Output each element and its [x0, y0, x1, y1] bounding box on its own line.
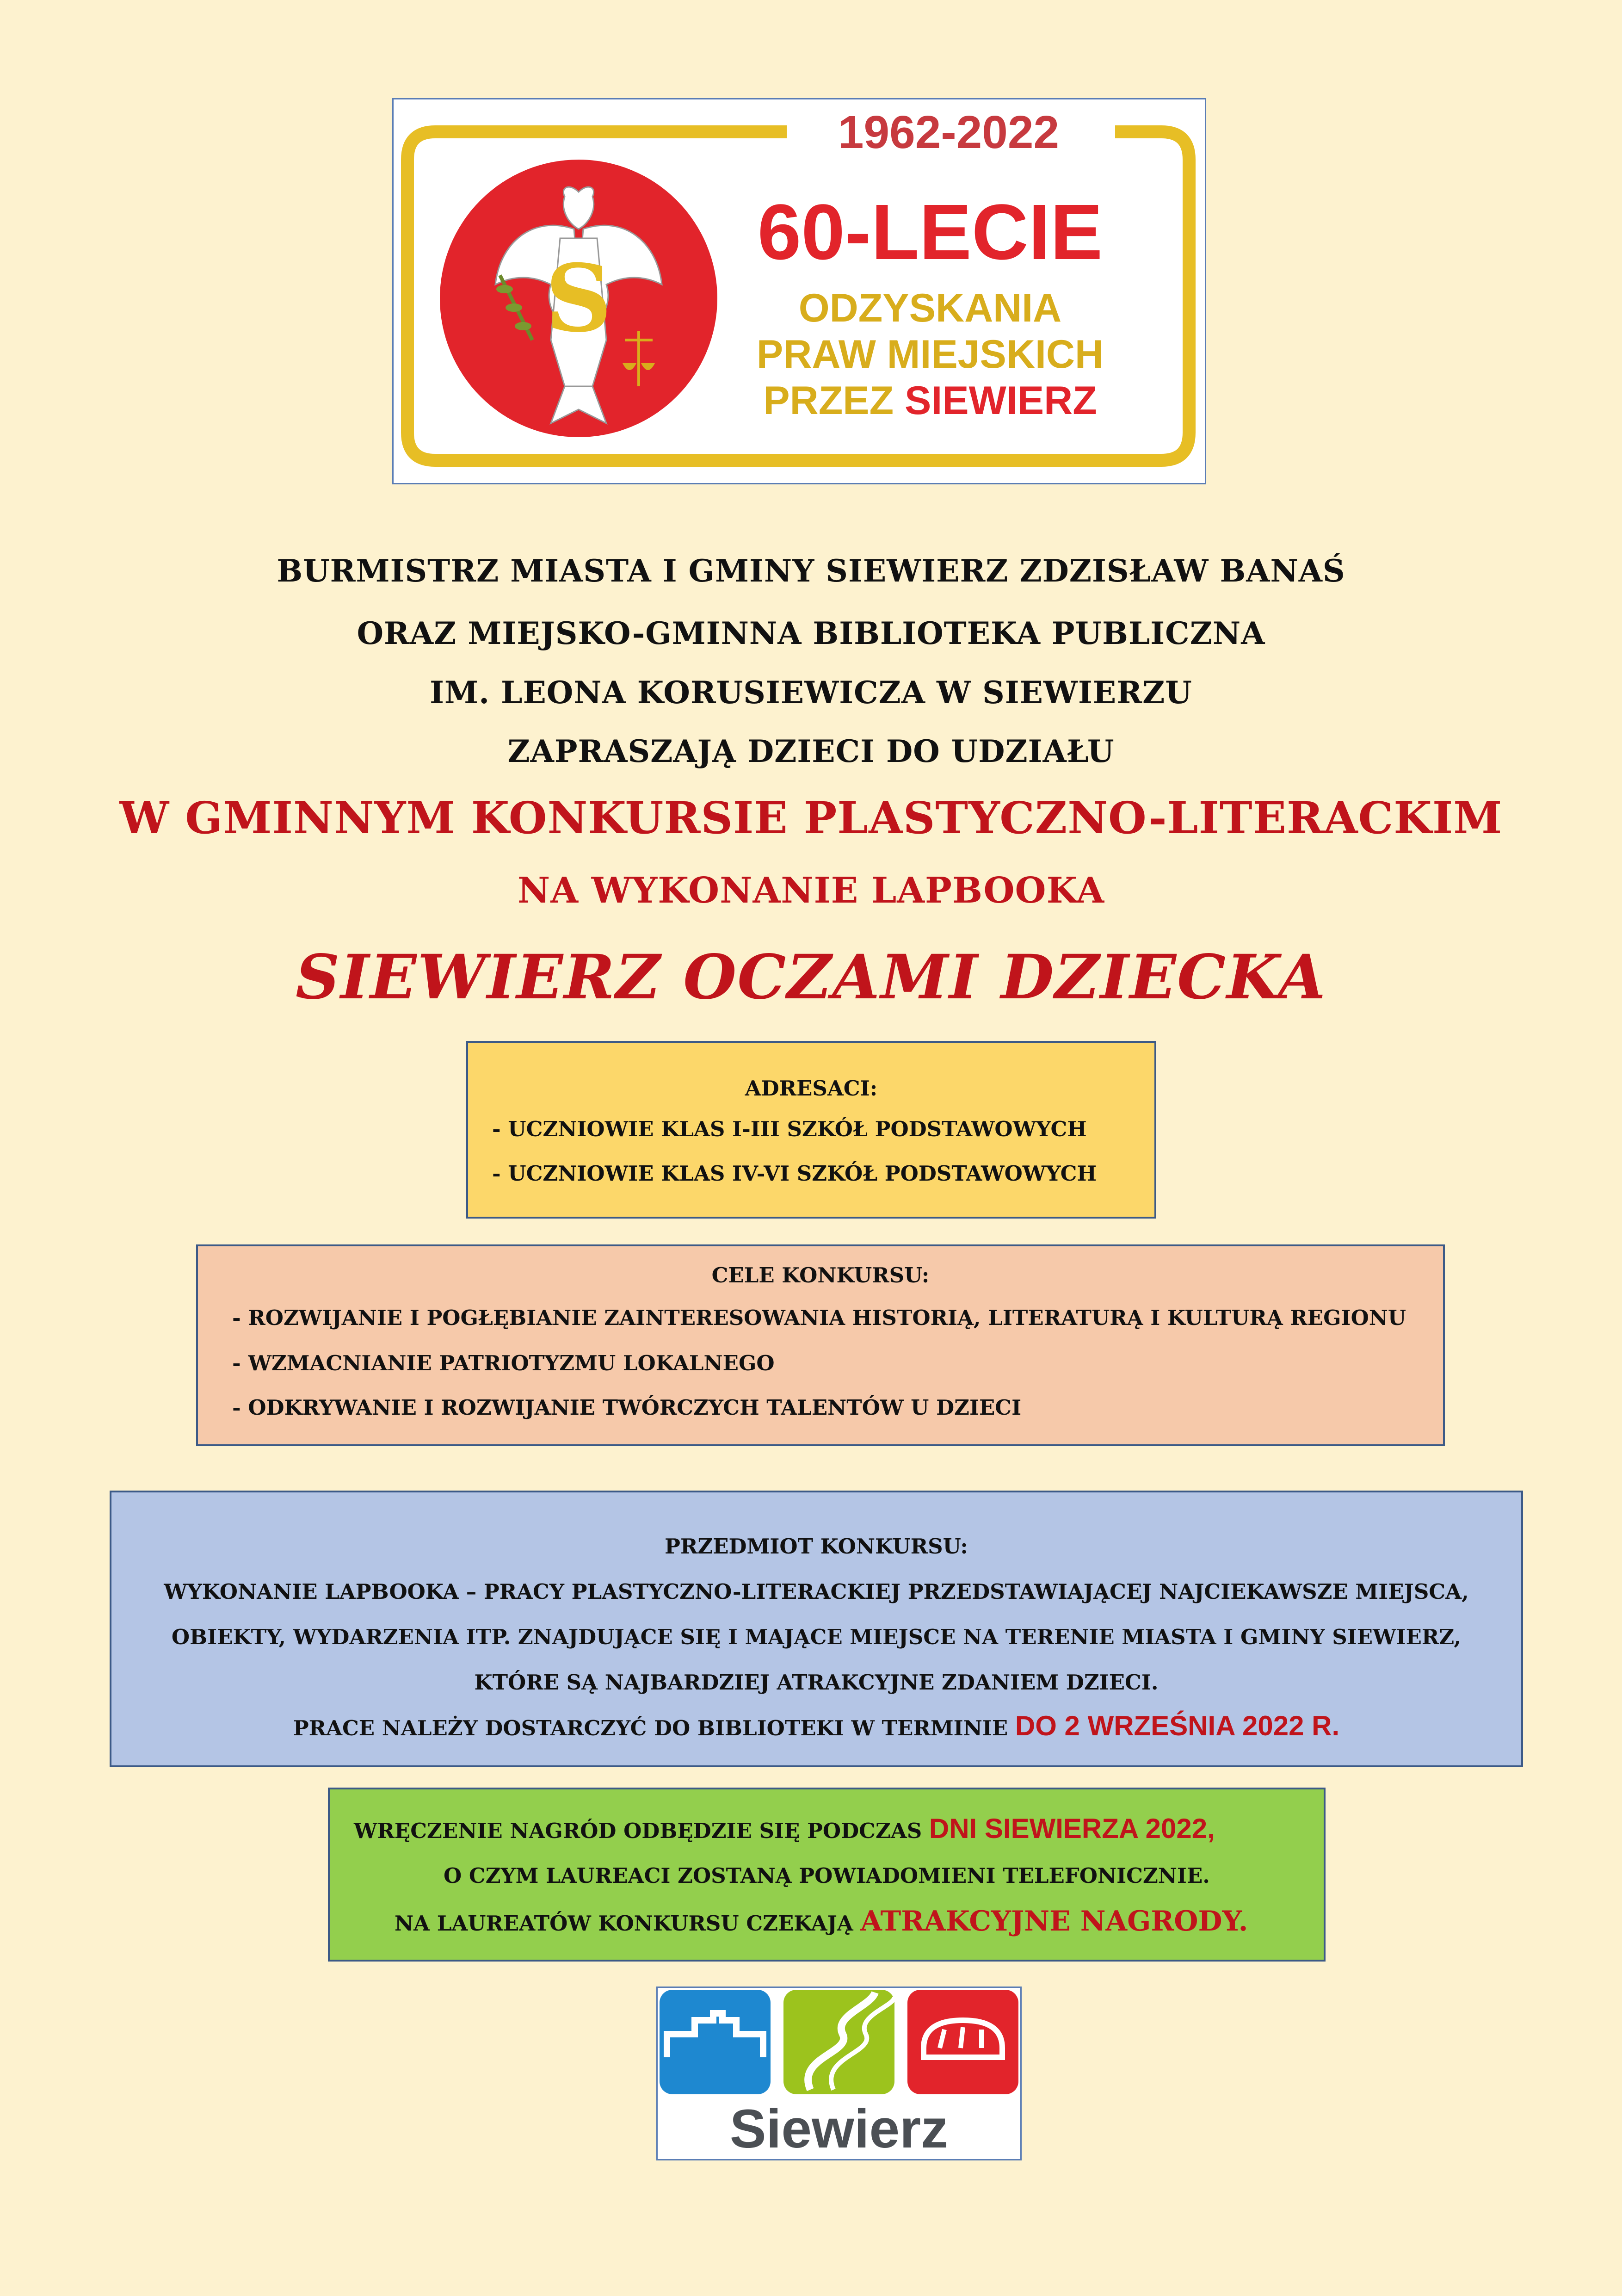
siewierz-logo-graphic: [658, 1988, 1020, 2159]
siewierz-logo: [656, 1987, 1022, 2160]
deadline-prefix: PRACE NALEŻY DOSTARCZYĆ DO BIBLIOTEKI W TERMINIE: [293, 1716, 1015, 1740]
addressees-item: - UCZNIOWIE KLAS IV-VI SZKÓŁ PODSTAWOWYCH: [492, 1161, 1097, 1186]
awards-line-1-prefix: WRĘCZENIE NAGRÓD ODBĘDZIE SIĘ PODCZAS: [354, 1819, 929, 1843]
goals-item: - WZMACNIANIE PATRIOTYZMU LOKALNEGO: [232, 1351, 775, 1375]
awards-line-3: [395, 1905, 1248, 1937]
addressees-title: ADRESACI:: [745, 1076, 878, 1101]
subject-title: PRZEDMIOT KONKURSU:: [665, 1534, 968, 1559]
castle-tile: [660, 1990, 771, 2094]
awards-box: [328, 1788, 1326, 1962]
logo-line1: ODZYSKANIA: [798, 286, 1062, 330]
awards-event: DNI SIEWIERZA 2022,: [929, 1813, 1215, 1844]
deadline-date: DO 2 WRZEŚNIA 2022 R.: [1015, 1710, 1340, 1741]
awards-line-2: O CZYM LAUREACI ZOSTANĄ POWIADOMIENI TELEFONICZNIE.: [444, 1863, 1210, 1888]
heading-line-2: ORAZ MIEJSKO-GMINNA BIBLIOTEKA PUBLICZNA: [357, 615, 1265, 651]
logo-anniversary: 60-LECIE: [757, 188, 1103, 276]
logo-line3: [763, 378, 1097, 423]
heading-line-4: ZAPRASZAJĄ DZIECI DO UDZIAŁU: [507, 733, 1115, 769]
awards-prizes: ATRAKCYJNE NAGRODY.: [860, 1905, 1248, 1937]
goals-box: [196, 1244, 1445, 1446]
deadline-line: [111, 1710, 1521, 1742]
goals-title: CELE KONKURSU:: [711, 1263, 930, 1287]
subject-line: OBIEKTY, WYDARZENIA ITP. ZNAJDUJĄCE SIĘ I MAJĄCE MIEJSCE NA TERENIE MIASTA I GMINY SIEWIERZ,: [171, 1625, 1462, 1649]
emblem-letter: S: [545, 244, 612, 353]
logo-line3-b: SIEWIERZ: [905, 378, 1097, 423]
awards-line-1: [354, 1813, 1215, 1844]
addressees-item: - UCZNIOWIE KLAS I-III SZKÓŁ PODSTAWOWYCH: [492, 1117, 1087, 1141]
anniversary-logo: [392, 98, 1206, 484]
goals-item: - ROZWIJANIE I POGŁĘBIANIE ZAINTERESOWANIA HISTORIĄ, LITERATURĄ I KULTURĄ REGIONU: [232, 1306, 1406, 1330]
subject-box: [110, 1491, 1523, 1767]
subject-line: KTÓRE SĄ NAJBARDZIEJ ATRAKCYJNE ZDANIEM DZIECI.: [474, 1670, 1159, 1695]
logo-years: 1962-2022: [838, 106, 1060, 158]
heading-lapbook: NA WYKONANIE LAPBOOKA: [517, 870, 1105, 911]
anniversary-logo-graphic: [394, 99, 1205, 483]
heading-line-1: BURMISTRZ MIASTA I GMINY SIEWIERZ ZDZISŁAW BANAŚ: [277, 553, 1345, 589]
logo-line2: PRAW MIEJSKICH: [756, 332, 1104, 377]
awards-line-3-prefix: NA LAUREATÓW KONKURSU CZEKAJĄ: [395, 1911, 861, 1936]
subject-line: WYKONANIE LAPBOOKA – PRACY PLASTYCZNO-LITERACKIEJ PRZEDSTAWIAJĄCEJ NAJCIEKAWSZE MIEJSCA,: [164, 1579, 1469, 1604]
logo-line3-a: PRZEZ: [763, 378, 905, 423]
addressees-box: [466, 1041, 1156, 1219]
goals-item: - ODKRYWANIE I ROZWIJANIE TWÓRCZYCH TALENTÓW U DZIECI: [232, 1395, 1022, 1420]
logo-name: Siewierz: [729, 2098, 949, 2159]
heading-competition: W GMINNYM KONKURSIE PLASTYCZNO-LITERACKIM: [119, 792, 1503, 844]
heading-line-3: IM. LEONA KORUSIEWICZA W SIEWIERZU: [430, 675, 1192, 711]
competition-title: SIEWIERZ OCZAMI DZIECKA: [296, 941, 1326, 1013]
